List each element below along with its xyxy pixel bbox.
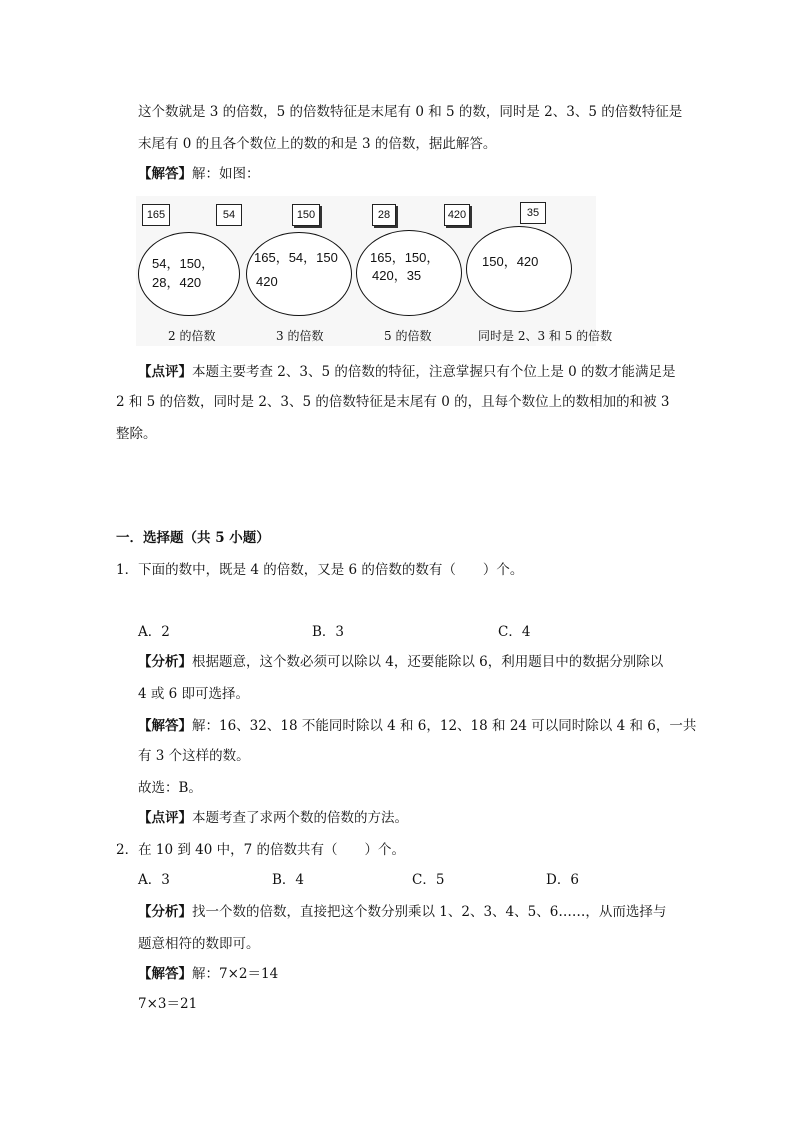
q2-option-d: D．6: [546, 872, 579, 888]
caption-multiples-of-2: 2 的倍数: [168, 329, 216, 343]
analysis-tag: 【分析】: [138, 904, 192, 920]
multiples-figure: [136, 196, 613, 346]
set-3-line-1: 165，54，150: [254, 250, 338, 265]
set-235-line-1: 150，420: [482, 254, 539, 269]
q2-option-c: C．5: [412, 872, 445, 888]
q1-comment-text: 本题考查了求两个数的倍数的方法。: [192, 810, 408, 826]
comment1-line-1: [138, 362, 676, 382]
q1-answer-line-1: [138, 716, 696, 736]
q2-option-b: B．4: [272, 872, 305, 888]
q2-analysis-text-1: 找一个数的倍数，直接把这个数分别乘以 1、2、3、4、5、6……，从而选择与: [192, 904, 667, 920]
number-card-165: 165: [142, 204, 170, 226]
q1-analysis-line-1: [138, 652, 663, 672]
q1-answer-line-2: 有 3 个这样的数。: [138, 748, 250, 764]
set-3-line-2: 420: [256, 274, 278, 289]
analysis-tag: 【分析】: [138, 654, 192, 670]
comment-tag: 【点评】: [138, 364, 192, 380]
q2-analysis-line-2: 题意相符的数即可。: [138, 936, 260, 952]
q1-answer-text-1: 解：16、32、18 不能同时除以 4 和 6，12、18 和 24 可以同时除以 4 和 6，一共: [192, 718, 697, 734]
caption-multiples-of-5: 5 的倍数: [384, 329, 432, 343]
comment1-text-1: 本题主要考查 2、3、5 的倍数的特征，注意掌握只有个位上是 0 的数才能满足是: [192, 364, 676, 380]
set-2-line-1: 54，150，: [152, 256, 215, 271]
number-card-150: 150: [292, 204, 320, 226]
answer-intro: [138, 164, 260, 184]
number-card-28: 28: [372, 204, 396, 226]
set-5-line-2: 420，35: [372, 268, 422, 283]
comment-tag: 【点评】: [138, 810, 192, 826]
answer-intro-text: 解：如图：: [192, 166, 260, 182]
caption-multiples-of-3: 3 的倍数: [276, 329, 324, 343]
q2-answer-line-1: [138, 964, 278, 984]
q1-option-a: A．2: [138, 624, 170, 640]
q1-analysis-text-1: 根据题意，这个数必须可以除以 4，还要能除以 6，利用题目中的数据分别除以: [192, 654, 664, 670]
q2-analysis-line-1: [138, 902, 666, 922]
q2-stem: 2．在 10 到 40 中，7 的倍数共有（ ）个。: [116, 842, 405, 858]
q2-answer-text-1: 解：7×2＝14: [192, 966, 279, 982]
q1-analysis-line-2: 4 或 6 即可选择。: [138, 686, 250, 702]
intro-line-1: 这个数就是 3 的倍数，5 的倍数特征是末尾有 0 和 5 的数，同时是 2、3、5 的倍数特征是: [138, 104, 683, 120]
q2-option-a: A．3: [138, 872, 170, 888]
comment1-line-2: 2 和 5 的倍数，同时是 2、3、5 的倍数特征是末尾有 0 的，且每个数位上的数相加的和被 3: [116, 394, 670, 410]
number-card-420: 420: [444, 204, 470, 226]
number-card-54: 54: [216, 204, 242, 226]
q1-stem: 1．下面的数中，既是 4 的倍数，又是 6 的倍数的数有（ ）个。: [116, 562, 524, 578]
number-card-35: 35: [520, 202, 546, 224]
q1-option-b: B．3: [312, 624, 345, 640]
q1-comment: [138, 808, 408, 828]
intro-line-2: 末尾有 0 的且各个数位上的数的和是 3 的倍数，据此解答。: [138, 136, 497, 152]
q2-answer-line-2: 7×3＝21: [138, 996, 198, 1012]
answer-tag: 【解答】: [138, 718, 192, 734]
answer-tag: 【解答】: [138, 166, 192, 182]
set-5-line-1: 165，150，: [370, 250, 440, 265]
comment1-line-3: 整除。: [116, 426, 157, 442]
caption-multiples-of-2-3-5: 同时是 2、3 和 5 的倍数: [478, 329, 613, 343]
section-title: 一．选择题（共 5 小题）: [116, 530, 270, 546]
q1-choice: 故选：B。: [138, 780, 202, 796]
q1-option-c: C．4: [498, 624, 531, 640]
set-2-line-2: 28，420: [152, 275, 202, 290]
answer-tag: 【解答】: [138, 966, 192, 982]
